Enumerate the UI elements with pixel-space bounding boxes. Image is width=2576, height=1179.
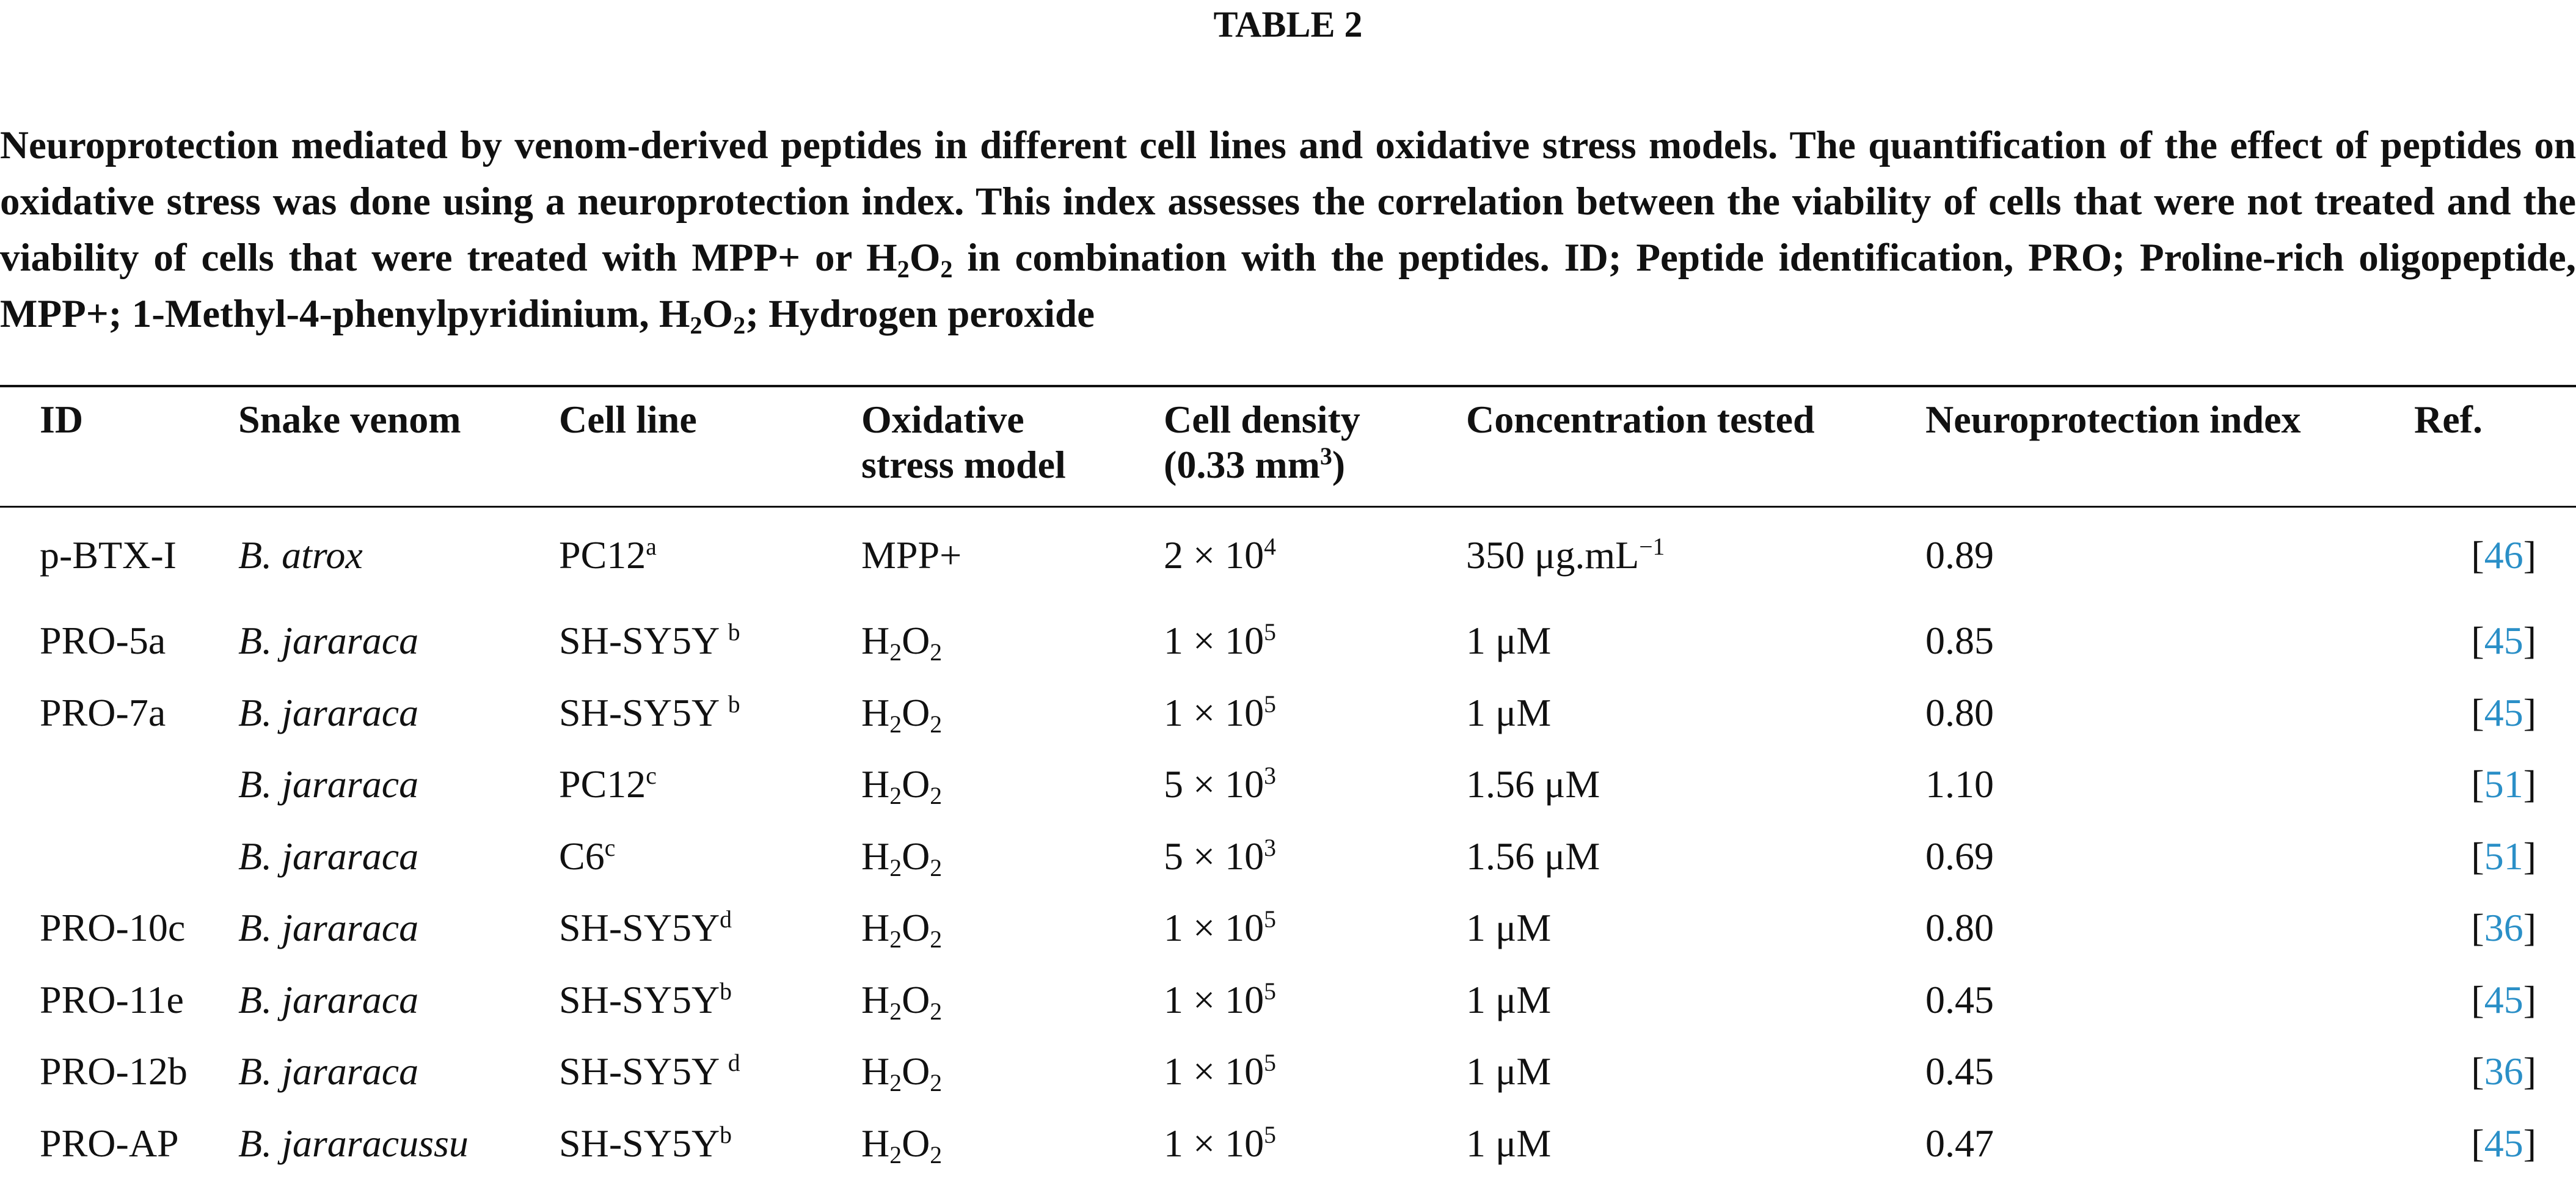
stress-model: O bbox=[902, 691, 930, 734]
reference-link[interactable]: 46 bbox=[2484, 533, 2523, 577]
reference-link[interactable]: 36 bbox=[2484, 906, 2523, 949]
cell-oxidative-stress-model bbox=[861, 748, 1164, 820]
header-superscript: 3 bbox=[1320, 443, 1332, 470]
stress-model: H bbox=[861, 834, 889, 878]
cell-cell-density bbox=[1164, 1035, 1466, 1108]
cell-oxidative-stress-model bbox=[861, 892, 1164, 964]
ref-bracket: [ bbox=[2471, 1049, 2484, 1093]
cell-ref bbox=[2414, 1035, 2576, 1108]
cell-density: 5 × 10 bbox=[1164, 834, 1264, 878]
snake-venom: B. jararaca bbox=[238, 1049, 418, 1093]
stress-model: H bbox=[861, 1049, 889, 1093]
ref-bracket: ] bbox=[2523, 619, 2536, 662]
cell-id bbox=[0, 820, 238, 892]
stress-model-subscript: 2 bbox=[889, 926, 902, 953]
concentration: 1 μM bbox=[1466, 619, 1551, 662]
stress-model-subscript: 2 bbox=[930, 998, 942, 1025]
cell-neuroprotection-index bbox=[1925, 820, 2414, 892]
cell-oxidative-stress-model bbox=[861, 964, 1164, 1036]
cell-id bbox=[0, 748, 238, 820]
stress-model: O bbox=[902, 619, 930, 662]
cell-line-superscript: b bbox=[728, 619, 740, 646]
cell-cell-line bbox=[559, 820, 861, 892]
neuroprotection-index: 0.45 bbox=[1925, 1049, 1994, 1093]
ref-bracket: ] bbox=[2523, 1122, 2536, 1165]
cell-snake-venom bbox=[238, 677, 559, 749]
cell-density-exponent: 5 bbox=[1264, 1122, 1276, 1148]
cell-concentration bbox=[1466, 1035, 1925, 1108]
table-row bbox=[0, 892, 2576, 964]
ref-bracket: ] bbox=[2523, 834, 2536, 878]
ref-bracket: [ bbox=[2471, 834, 2484, 878]
peptide-id: PRO-12b bbox=[40, 1049, 188, 1093]
ref-bracket: [ bbox=[2471, 619, 2484, 662]
column-header-oxidative-stress-model bbox=[861, 389, 1164, 506]
cell-cell-line bbox=[559, 1108, 861, 1179]
ref-bracket: [ bbox=[2471, 978, 2484, 1021]
caption-text: O bbox=[702, 292, 734, 336]
table-header-row bbox=[0, 389, 2576, 506]
reference-link[interactable]: 36 bbox=[2484, 1049, 2523, 1093]
stress-model: O bbox=[902, 906, 930, 949]
neuroprotection-index: 0.89 bbox=[1925, 533, 1994, 577]
cell-ref bbox=[2414, 506, 2576, 605]
caption-subscript: 2 bbox=[940, 255, 952, 283]
column-header-snake-venom: Snake venom bbox=[238, 389, 559, 506]
cell-concentration bbox=[1466, 605, 1925, 677]
cell-snake-venom bbox=[238, 964, 559, 1036]
cell-cell-line bbox=[559, 1035, 861, 1108]
reference-link[interactable]: 45 bbox=[2484, 1122, 2523, 1165]
cell-snake-venom bbox=[238, 892, 559, 964]
stress-model-subscript: 2 bbox=[889, 1142, 902, 1169]
stress-model: O bbox=[902, 978, 930, 1021]
ref-bracket: ] bbox=[2523, 762, 2536, 806]
cell-id bbox=[0, 964, 238, 1036]
column-header-cell-density bbox=[1164, 389, 1466, 506]
cell-concentration bbox=[1466, 506, 1925, 605]
cell-line: SH-SY5Y bbox=[559, 1049, 728, 1093]
caption-subscript: 2 bbox=[733, 312, 745, 339]
caption-text: ; Hydrogen peroxide bbox=[745, 292, 1095, 336]
ref-bracket: [ bbox=[2471, 691, 2484, 734]
cell-cell-density bbox=[1164, 964, 1466, 1036]
reference-link[interactable]: 45 bbox=[2484, 619, 2523, 662]
concentration: 350 μg.mL bbox=[1466, 533, 1639, 577]
cell-cell-line bbox=[559, 506, 861, 605]
stress-model: H bbox=[861, 1122, 889, 1165]
reference-link[interactable]: 51 bbox=[2484, 762, 2523, 806]
neuroprotection-index: 0.80 bbox=[1925, 906, 1994, 949]
stress-model: O bbox=[902, 1122, 930, 1165]
header-line: Cell density bbox=[1164, 398, 1360, 441]
cell-line-superscript: b bbox=[728, 691, 740, 718]
cell-neuroprotection-index bbox=[1925, 1108, 2414, 1179]
cell-line-superscript: b bbox=[720, 1122, 732, 1148]
cell-neuroprotection-index bbox=[1925, 748, 2414, 820]
table-row bbox=[0, 677, 2576, 749]
cell-oxidative-stress-model bbox=[861, 677, 1164, 749]
cell-oxidative-stress-model bbox=[861, 820, 1164, 892]
cell-line: SH-SY5Y bbox=[559, 1122, 720, 1165]
concentration: 1.56 μM bbox=[1466, 762, 1600, 806]
snake-venom: B. jararaca bbox=[238, 619, 418, 662]
stress-model: H bbox=[861, 691, 889, 734]
cell-line: PC12 bbox=[559, 533, 646, 577]
table-row bbox=[0, 964, 2576, 1036]
cell-line: PC12 bbox=[559, 762, 646, 806]
snake-venom: B. atrox bbox=[238, 533, 363, 577]
ref-bracket: [ bbox=[2471, 906, 2484, 949]
table-row bbox=[0, 820, 2576, 892]
stress-model-subscript: 2 bbox=[889, 1070, 902, 1097]
snake-venom: B. jararaca bbox=[238, 762, 418, 806]
neuroprotection-index: 0.80 bbox=[1925, 691, 1994, 734]
cell-cell-density bbox=[1164, 748, 1466, 820]
cell-line-superscript: d bbox=[720, 906, 732, 933]
cell-ref bbox=[2414, 748, 2576, 820]
caption-text: in combination with the peptides. ID; Peptide identification, PRO; Proline-rich oligopeptide, MPP+; 1-Methyl-4-phenylpyridinium, H bbox=[0, 236, 2576, 336]
table-label: TABLE 2 bbox=[0, 0, 2576, 49]
cell-cell-density bbox=[1164, 605, 1466, 677]
cell-cell-density bbox=[1164, 506, 1466, 605]
cell-id bbox=[0, 605, 238, 677]
cell-density-exponent: 4 bbox=[1264, 533, 1276, 560]
cell-density: 1 × 10 bbox=[1164, 978, 1264, 1021]
cell-concentration bbox=[1466, 820, 1925, 892]
stress-model-subscript: 2 bbox=[930, 1070, 942, 1097]
stress-model: MPP+ bbox=[861, 533, 961, 577]
column-header-cell-line: Cell line bbox=[559, 389, 861, 506]
cell-cell-density bbox=[1164, 1108, 1466, 1179]
table-row bbox=[0, 1035, 2576, 1108]
cell-ref bbox=[2414, 892, 2576, 964]
cell-neuroprotection-index bbox=[1925, 1035, 2414, 1108]
cell-density-exponent: 5 bbox=[1264, 978, 1276, 1005]
cell-ref bbox=[2414, 964, 2576, 1036]
cell-density: 1 × 10 bbox=[1164, 906, 1264, 949]
cell-ref bbox=[2414, 1108, 2576, 1179]
concentration: 1.56 μM bbox=[1466, 834, 1600, 878]
stress-model-subscript: 2 bbox=[889, 783, 902, 809]
stress-model-subscript: 2 bbox=[930, 639, 942, 666]
column-header-id: ID bbox=[0, 389, 238, 506]
stress-model-subscript: 2 bbox=[889, 855, 902, 882]
neuroprotection-index: 1.10 bbox=[1925, 762, 1994, 806]
neuroprotection-index: 0.47 bbox=[1925, 1122, 1994, 1165]
snake-venom: B. jararaca bbox=[238, 834, 418, 878]
cell-line-superscript: a bbox=[646, 533, 657, 560]
stress-model: H bbox=[861, 978, 889, 1021]
cell-snake-venom bbox=[238, 1035, 559, 1108]
concentration: 1 μM bbox=[1466, 1049, 1551, 1093]
ref-bracket: ] bbox=[2523, 906, 2536, 949]
neuroprotection-index: 0.85 bbox=[1925, 619, 1994, 662]
table-row bbox=[0, 605, 2576, 677]
cell-cell-line bbox=[559, 892, 861, 964]
column-header-neuroprotection-index: Neuroprotection index bbox=[1925, 389, 2414, 506]
cell-oxidative-stress-model bbox=[861, 605, 1164, 677]
cell-neuroprotection-index bbox=[1925, 964, 2414, 1036]
cell-neuroprotection-index bbox=[1925, 605, 2414, 677]
cell-id bbox=[0, 892, 238, 964]
stress-model: O bbox=[902, 762, 930, 806]
stress-model-subscript: 2 bbox=[930, 855, 942, 882]
snake-venom: B. jararaca bbox=[238, 978, 418, 1021]
cell-density: 1 × 10 bbox=[1164, 619, 1264, 662]
snake-venom: B. jararacussu bbox=[238, 1122, 469, 1165]
reference-link[interactable]: 45 bbox=[2484, 978, 2523, 1021]
table-row bbox=[0, 748, 2576, 820]
cell-line: SH-SY5Y bbox=[559, 978, 720, 1021]
cell-density-exponent: 5 bbox=[1264, 906, 1276, 933]
snake-venom: B. jararaca bbox=[238, 691, 418, 734]
caption-text: O bbox=[910, 236, 941, 280]
neuroprotection-table bbox=[0, 389, 2576, 1179]
ref-bracket: ] bbox=[2523, 978, 2536, 1021]
concentration: 1 μM bbox=[1466, 906, 1551, 949]
cell-line: SH-SY5Y bbox=[559, 619, 728, 662]
cell-line-superscript: d bbox=[728, 1049, 740, 1076]
cell-concentration bbox=[1466, 964, 1925, 1036]
ref-bracket: [ bbox=[2471, 762, 2484, 806]
header-line: (0.33 mm bbox=[1164, 443, 1320, 486]
table-top-rule bbox=[0, 385, 2576, 387]
peptide-id: p-BTX-I bbox=[40, 533, 177, 577]
cell-density-exponent: 5 bbox=[1264, 619, 1276, 646]
cell-cell-density bbox=[1164, 820, 1466, 892]
cell-concentration bbox=[1466, 1108, 1925, 1179]
ref-bracket: [ bbox=[2471, 1122, 2484, 1165]
stress-model: O bbox=[902, 834, 930, 878]
stress-model-subscript: 2 bbox=[930, 1142, 942, 1169]
table-row bbox=[0, 506, 2576, 605]
ref-bracket: [ bbox=[2471, 533, 2484, 577]
cell-oxidative-stress-model bbox=[861, 1108, 1164, 1179]
cell-id bbox=[0, 506, 238, 605]
cell-neuroprotection-index bbox=[1925, 892, 2414, 964]
cell-ref bbox=[2414, 605, 2576, 677]
peptide-id: PRO-AP bbox=[40, 1122, 179, 1165]
cell-ref bbox=[2414, 677, 2576, 749]
cell-density-exponent: 3 bbox=[1264, 834, 1276, 861]
cell-concentration bbox=[1466, 748, 1925, 820]
table-row bbox=[0, 1108, 2576, 1179]
cell-density-exponent: 3 bbox=[1264, 762, 1276, 789]
cell-snake-venom bbox=[238, 748, 559, 820]
header-line: Oxidative bbox=[861, 398, 1024, 441]
cell-snake-venom bbox=[238, 1108, 559, 1179]
peptide-id: PRO-7a bbox=[40, 691, 166, 734]
cell-line: SH-SY5Y bbox=[559, 691, 728, 734]
cell-density: 2 × 10 bbox=[1164, 533, 1264, 577]
reference-link[interactable]: 51 bbox=[2484, 834, 2523, 878]
column-header-concentration: Concentration tested bbox=[1466, 389, 1925, 506]
cell-concentration bbox=[1466, 892, 1925, 964]
cell-density: 5 × 10 bbox=[1164, 762, 1264, 806]
ref-bracket: ] bbox=[2523, 691, 2536, 734]
cell-snake-venom bbox=[238, 506, 559, 605]
caption-subscript: 2 bbox=[897, 255, 910, 283]
cell-concentration bbox=[1466, 677, 1925, 749]
cell-ref bbox=[2414, 820, 2576, 892]
cell-id bbox=[0, 1108, 238, 1179]
stress-model: O bbox=[902, 1049, 930, 1093]
stress-model-subscript: 2 bbox=[889, 711, 902, 738]
stress-model: H bbox=[861, 619, 889, 662]
neuroprotection-index: 0.69 bbox=[1925, 834, 1994, 878]
caption-text: Neuroprotection mediated by venom-derived peptides in different cell lines and oxidative stress models. The quantification of the effect of peptides on oxidative stress was done using a neuroprotection index. This index assesses the correlation between the viability of cells that were not treated and the viability of cells that were treated with MPP+ or H bbox=[0, 123, 2576, 280]
cell-cell-line bbox=[559, 677, 861, 749]
stress-model-subscript: 2 bbox=[930, 711, 942, 738]
peptide-id: PRO-11e bbox=[40, 978, 184, 1021]
caption-subscript: 2 bbox=[690, 312, 702, 339]
cell-oxidative-stress-model bbox=[861, 506, 1164, 605]
snake-venom: B. jararaca bbox=[238, 906, 418, 949]
cell-cell-line bbox=[559, 964, 861, 1036]
table-body bbox=[0, 506, 2576, 1179]
ref-bracket: ] bbox=[2523, 533, 2536, 577]
table-caption bbox=[0, 117, 2576, 342]
stress-model: H bbox=[861, 762, 889, 806]
cell-density: 1 × 10 bbox=[1164, 1049, 1264, 1093]
reference-link[interactable]: 45 bbox=[2484, 691, 2523, 734]
column-header-ref: Ref. bbox=[2414, 389, 2576, 506]
cell-line: C6 bbox=[559, 834, 605, 878]
concentration: 1 μM bbox=[1466, 691, 1551, 734]
cell-cell-density bbox=[1164, 892, 1466, 964]
cell-cell-line bbox=[559, 748, 861, 820]
cell-oxidative-stress-model bbox=[861, 1035, 1164, 1108]
concentration: 1 μM bbox=[1466, 1122, 1551, 1165]
cell-line-superscript: c bbox=[646, 762, 657, 789]
header-line: stress model bbox=[861, 443, 1066, 486]
ref-bracket: ] bbox=[2523, 1049, 2536, 1093]
concentration: 1 μM bbox=[1466, 978, 1551, 1021]
cell-cell-density bbox=[1164, 677, 1466, 749]
stress-model-subscript: 2 bbox=[889, 639, 902, 666]
cell-neuroprotection-index bbox=[1925, 506, 2414, 605]
cell-density: 1 × 10 bbox=[1164, 691, 1264, 734]
cell-snake-venom bbox=[238, 820, 559, 892]
cell-id bbox=[0, 1035, 238, 1108]
peptide-id: PRO-10c bbox=[40, 906, 185, 949]
stress-model-subscript: 2 bbox=[930, 926, 942, 953]
stress-model-subscript: 2 bbox=[930, 783, 942, 809]
cell-line-superscript: b bbox=[720, 978, 732, 1005]
concentration-exponent: −1 bbox=[1639, 533, 1665, 560]
peptide-id: PRO-5a bbox=[40, 619, 166, 662]
cell-id bbox=[0, 677, 238, 749]
stress-model-subscript: 2 bbox=[889, 998, 902, 1025]
cell-snake-venom bbox=[238, 605, 559, 677]
cell-density-exponent: 5 bbox=[1264, 1049, 1276, 1076]
header-line: ) bbox=[1332, 443, 1345, 486]
cell-neuroprotection-index bbox=[1925, 677, 2414, 749]
stress-model: H bbox=[861, 906, 889, 949]
neuroprotection-index: 0.45 bbox=[1925, 978, 1994, 1021]
cell-density-exponent: 5 bbox=[1264, 691, 1276, 718]
cell-density: 1 × 10 bbox=[1164, 1122, 1264, 1165]
cell-cell-line bbox=[559, 605, 861, 677]
cell-line-superscript: c bbox=[605, 834, 616, 861]
cell-line: SH-SY5Y bbox=[559, 906, 720, 949]
